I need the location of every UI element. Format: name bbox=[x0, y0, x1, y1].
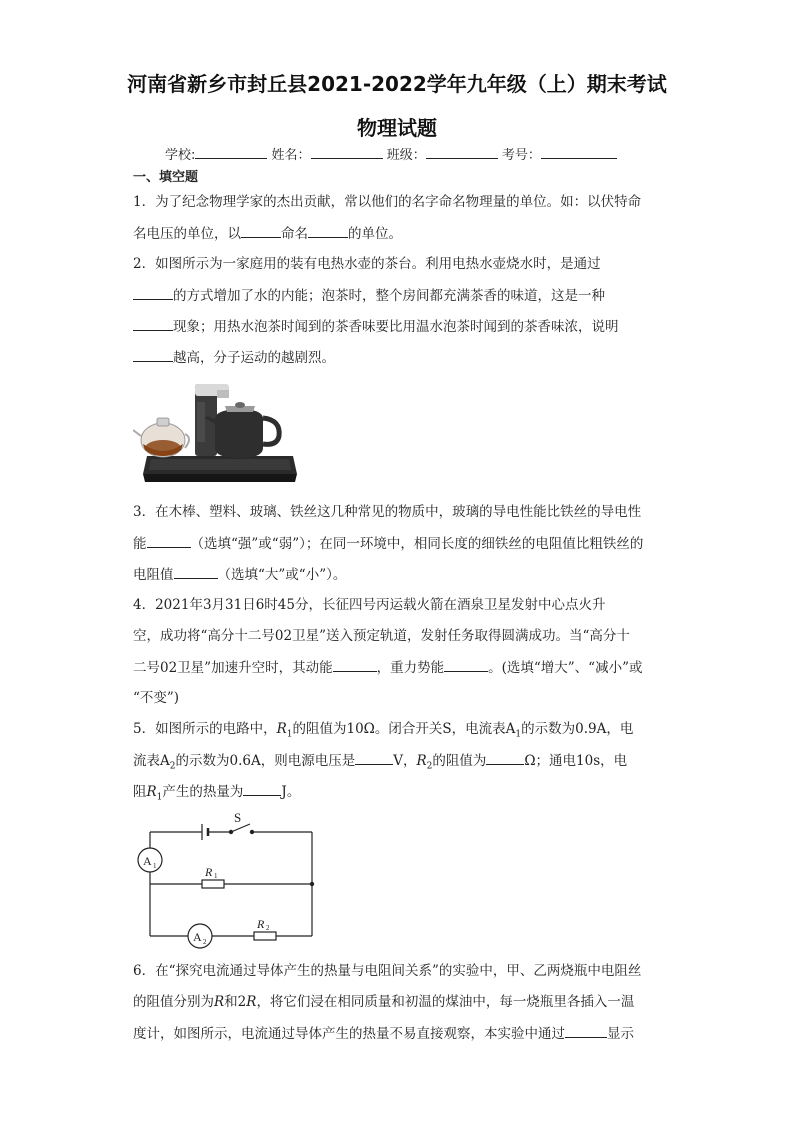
switch-blade bbox=[231, 824, 250, 832]
q1-line1: 1．为了纪念物理学家的杰出贡献，常以他们的名字命名物理量的单位。如：以伏特命 bbox=[133, 194, 642, 210]
q1-blank-2[interactable] bbox=[308, 224, 348, 238]
q5-a1-sub: 1 bbox=[515, 729, 522, 740]
q5-blank-1[interactable] bbox=[355, 751, 393, 765]
q5-text-c: 的示数为0.9A，电 bbox=[521, 721, 634, 737]
q4-text-a: 二号02卫星”加速升空时，其动能 bbox=[133, 660, 333, 676]
q5-line3 bbox=[133, 782, 300, 807]
ammeter-a2-sub: 2 bbox=[203, 938, 207, 946]
q5-text-b: 的阻值为10Ω。闭合开关S，电流表A bbox=[292, 721, 516, 737]
q5-text-d: 流表A bbox=[133, 753, 170, 769]
number-field[interactable] bbox=[541, 146, 617, 159]
q4-line3 bbox=[133, 658, 642, 677]
switch-label: S bbox=[234, 810, 242, 825]
q5-text-h: Ω；通电10s，电 bbox=[524, 753, 628, 769]
q5-line2 bbox=[133, 751, 627, 776]
q6-text-d: 度计，如图所示，电流通过导体产生的热量不易直接观察，本实验中通过 bbox=[133, 1026, 565, 1042]
name-label: 姓名： bbox=[271, 148, 311, 163]
q3-line3 bbox=[133, 565, 346, 584]
q6-line3 bbox=[133, 1024, 634, 1043]
q3-text-c: 电阻值 bbox=[133, 567, 174, 583]
q4-text-c: 。(选填“增大”、“减小”或 bbox=[488, 660, 643, 676]
q2-line4 bbox=[133, 348, 335, 367]
resistor-r1-sub: 1 bbox=[214, 872, 218, 880]
q5-r1-symbol-2: R bbox=[146, 784, 157, 800]
q5-text-g: 的阻值为 bbox=[432, 753, 487, 769]
q3-text-a: 能 bbox=[133, 536, 147, 552]
q6-text-e: 显示 bbox=[607, 1026, 634, 1042]
q4-text-b: ，重力势能 bbox=[376, 660, 445, 676]
q4-line2: 空，成功将“高分十二号02卫星”送入预定轨道，发射任务取得圆满成功。当“高分十 bbox=[133, 628, 630, 644]
q4-blank-2[interactable] bbox=[444, 658, 488, 672]
circuit-diagram bbox=[130, 810, 320, 950]
number-label: 考号： bbox=[501, 148, 541, 163]
q5-r2-sub: 2 bbox=[426, 761, 433, 772]
q5-text-a: 5．如图所示的电路中， bbox=[133, 721, 277, 737]
tea-table-illustration bbox=[133, 378, 299, 490]
class-field[interactable] bbox=[426, 146, 498, 159]
q4-line1: 4．2021年3月31日6时45分，长征四号丙运载火箭在酒泉卫星发射中心点火升 bbox=[133, 597, 606, 613]
ammeter-a1-sub: 1 bbox=[153, 862, 157, 870]
q1-text-c: 的单位。 bbox=[348, 226, 402, 242]
ammeter-a2-label: A bbox=[193, 930, 202, 944]
q2-text-2: 的方式增加了水的内能；泡茶时，整个房间都充满茶香的味道，这是一种 bbox=[173, 288, 605, 304]
q5-r1-sub-2: 1 bbox=[156, 792, 163, 803]
q5-r2-symbol: R bbox=[416, 753, 427, 769]
q5-a2-sub: 2 bbox=[169, 761, 176, 772]
ammeter-a1-label: A bbox=[143, 854, 152, 868]
q3-text-d: （选填“大”或“小”）。 bbox=[217, 567, 347, 583]
q3-blank-2[interactable] bbox=[174, 565, 218, 579]
school-field[interactable] bbox=[195, 146, 267, 159]
q6-line1: 6．在“探究电流通过导体产生的热量与电阻间关系”的实验中，甲、乙两烧瓶中电阻丝 bbox=[133, 963, 642, 979]
q3-line1: 3．在木棒、塑料、玻璃、铁丝这几种常见的物质中，玻璃的导电性能比铁丝的导电性 bbox=[133, 504, 642, 520]
q2-blank-1[interactable] bbox=[133, 286, 173, 300]
q3-text-b: （选填“强”或“弱”）；在同一环境中，相同长度的细铁丝的电阻值比粗铁丝的 bbox=[190, 536, 644, 552]
q6-text-b: 和2 bbox=[224, 994, 247, 1010]
q5-blank-2[interactable] bbox=[486, 751, 524, 765]
q5-text-f: V， bbox=[393, 753, 417, 769]
resistor-r2-label: R bbox=[257, 917, 265, 931]
q1-line2 bbox=[133, 224, 402, 243]
class-label: 班级： bbox=[386, 148, 426, 163]
q2-line1: 2．如图所示为一家庭用的装有电热水壶的茶台。利用电热水壶烧水时，是通过 bbox=[133, 256, 601, 272]
q6-blank-1[interactable] bbox=[565, 1024, 607, 1038]
exam-title: 河南省新乡市封丘县2021-2022学年九年级（上）期末考试 bbox=[127, 72, 667, 96]
school-label: 学校: bbox=[165, 148, 196, 163]
q5-blank-3[interactable] bbox=[243, 782, 281, 796]
q1-blank-1[interactable] bbox=[241, 224, 281, 238]
section-heading: 一、填空题 bbox=[133, 170, 199, 185]
q6-line2 bbox=[133, 993, 634, 1011]
q5-text-j: 产生的热量为 bbox=[162, 784, 244, 800]
q6-text-c: ，将它们浸在相同质量和初温的煤油中，每一烧瓶里各插入一温 bbox=[256, 994, 635, 1010]
q5-line1 bbox=[133, 720, 633, 744]
q1-text-a: 名电压的单位，以 bbox=[133, 226, 241, 242]
resistor-r1 bbox=[202, 880, 224, 888]
q5-text-i: 阻 bbox=[133, 784, 147, 800]
q1-text-b: 命名 bbox=[281, 226, 308, 242]
q2-text-4: 越高，分子运动的越剧烈。 bbox=[173, 350, 335, 366]
name-field[interactable] bbox=[311, 146, 383, 159]
q5-r1-symbol: R bbox=[276, 721, 287, 737]
resistor-r1-label: R bbox=[205, 865, 213, 879]
resistor-r2 bbox=[254, 932, 276, 940]
q2-text-3: 现象；用热水泡茶时闻到的茶香味要比用温水泡茶时闻到的茶香味浓，说明 bbox=[173, 319, 619, 335]
q3-line2 bbox=[133, 534, 643, 553]
q4-line4: “不变”) bbox=[133, 690, 180, 706]
q6-text-a: 的阻值分别为 bbox=[133, 994, 214, 1010]
q5-r1-sub: 1 bbox=[286, 729, 293, 740]
q2-blank-3[interactable] bbox=[133, 348, 173, 362]
q2-blank-2[interactable] bbox=[133, 317, 173, 331]
q2-line3 bbox=[133, 317, 619, 336]
q6-2r-symbol: R bbox=[246, 994, 257, 1010]
q5-text-k: J。 bbox=[281, 784, 301, 800]
q3-blank-1[interactable] bbox=[147, 534, 191, 548]
student-info-row bbox=[165, 144, 617, 163]
exam-subtitle: 物理试题 bbox=[357, 116, 437, 140]
q6-r-symbol: R bbox=[214, 994, 225, 1010]
q5-text-e: 的示数为0.6A，则电源电压是 bbox=[175, 753, 356, 769]
q2-line2 bbox=[133, 286, 605, 305]
resistor-r2-sub: 2 bbox=[266, 924, 270, 932]
q4-blank-1[interactable] bbox=[333, 658, 377, 672]
